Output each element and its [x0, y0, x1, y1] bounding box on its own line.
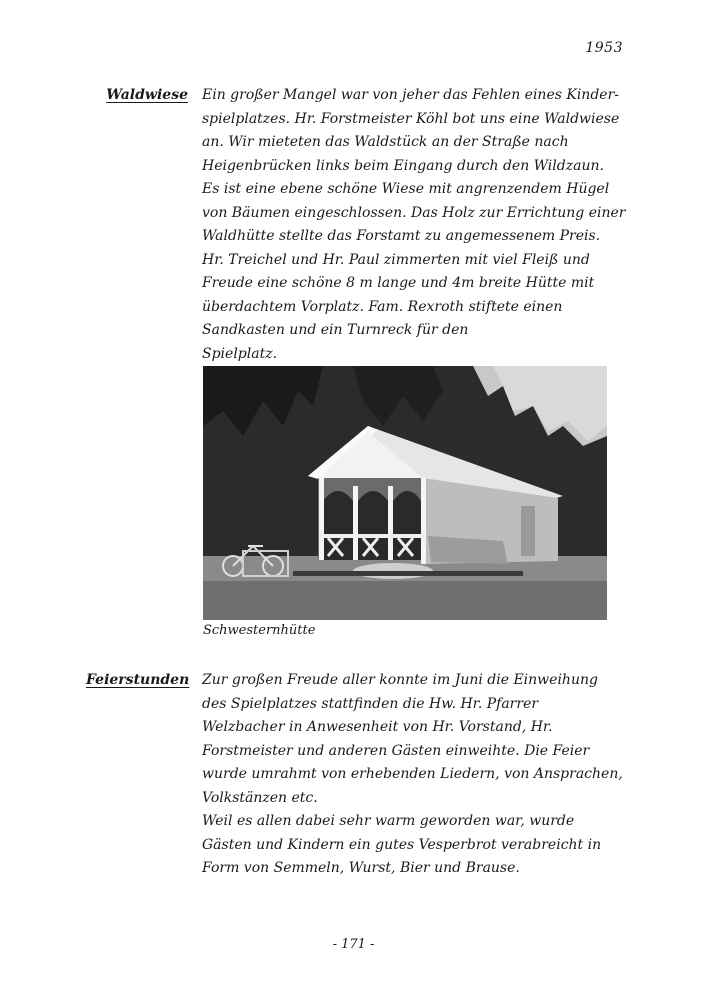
text-line: Forstmeister und anderen Gästen einweihte. Die Feier [202, 742, 590, 759]
text-line: Volkstänzen etc. [202, 789, 318, 806]
text-line: Welzbacher in Anwesenheit von Hr. Vorstand, Hr. [202, 719, 553, 735]
text-line: Weil es allen dabei sehr warm geworden war, wurde [202, 813, 575, 829]
section-text-feierstunden [202, 669, 632, 881]
section-label-feierstunden: Feierstunden [86, 672, 190, 688]
text-line: Freude eine schöne 8 m lange und 4m breite Hütte mit [202, 275, 595, 291]
text-line: Form von Semmeln, Wurst, Bier und Brause. [202, 860, 520, 876]
text-line: Ein großer Mangel war von jeher das Fehlen eines Kinder- [202, 87, 619, 103]
section-text-waldwiese [202, 84, 632, 366]
hut-photo [203, 366, 607, 620]
text-line: Zur großen Freude aller konnte im Juni die Einweihung [202, 672, 598, 688]
text-line: des Spielplatzes stattfinden die Hw. Hr. Pfarrer [202, 695, 539, 712]
text-line: Heigenbrücken links beim Eingang durch den Wildzaun. [202, 157, 604, 174]
text-line: Waldhütte stellte das Forstamt zu angemessenem Preis. [202, 228, 601, 244]
text-line: Gästen und Kindern ein gutes Vesperbrot verabreicht in [202, 836, 602, 853]
text-line: überdachtem Vorplatz. Fam. Rexroth stiftete einen [202, 298, 563, 315]
text-line: Spielplatz. [202, 345, 278, 362]
text-line: wurde umrahmt von erhebenden Liedern, von Ansprachen, [202, 766, 623, 782]
photo-caption: Schwesternhütte [203, 623, 316, 638]
text-line: an. Wir mieteten das Waldstück an der Straße nach [202, 134, 569, 150]
text-line: Hr. Treichel und Hr. Paul zimmerten mit viel Fleiß und [202, 251, 590, 268]
hut-photo-illustration [203, 366, 607, 620]
page-number: - 171 - [332, 937, 375, 952]
section-label-waldwiese: Waldwiese [106, 87, 188, 103]
text-line: von Bäumen eingeschlossen. Das Holz zur Errichtung einer [202, 204, 626, 221]
year-header: 1953 [585, 40, 623, 56]
text-line: Sandkasten und ein Turnreck für den [202, 322, 469, 338]
text-line: spielplatzes. Hr. Forstmeister Köhl bot uns eine Waldwiese [202, 110, 620, 127]
text-line: Es ist eine ebene schöne Wiese mit angrenzendem Hügel [202, 181, 610, 197]
